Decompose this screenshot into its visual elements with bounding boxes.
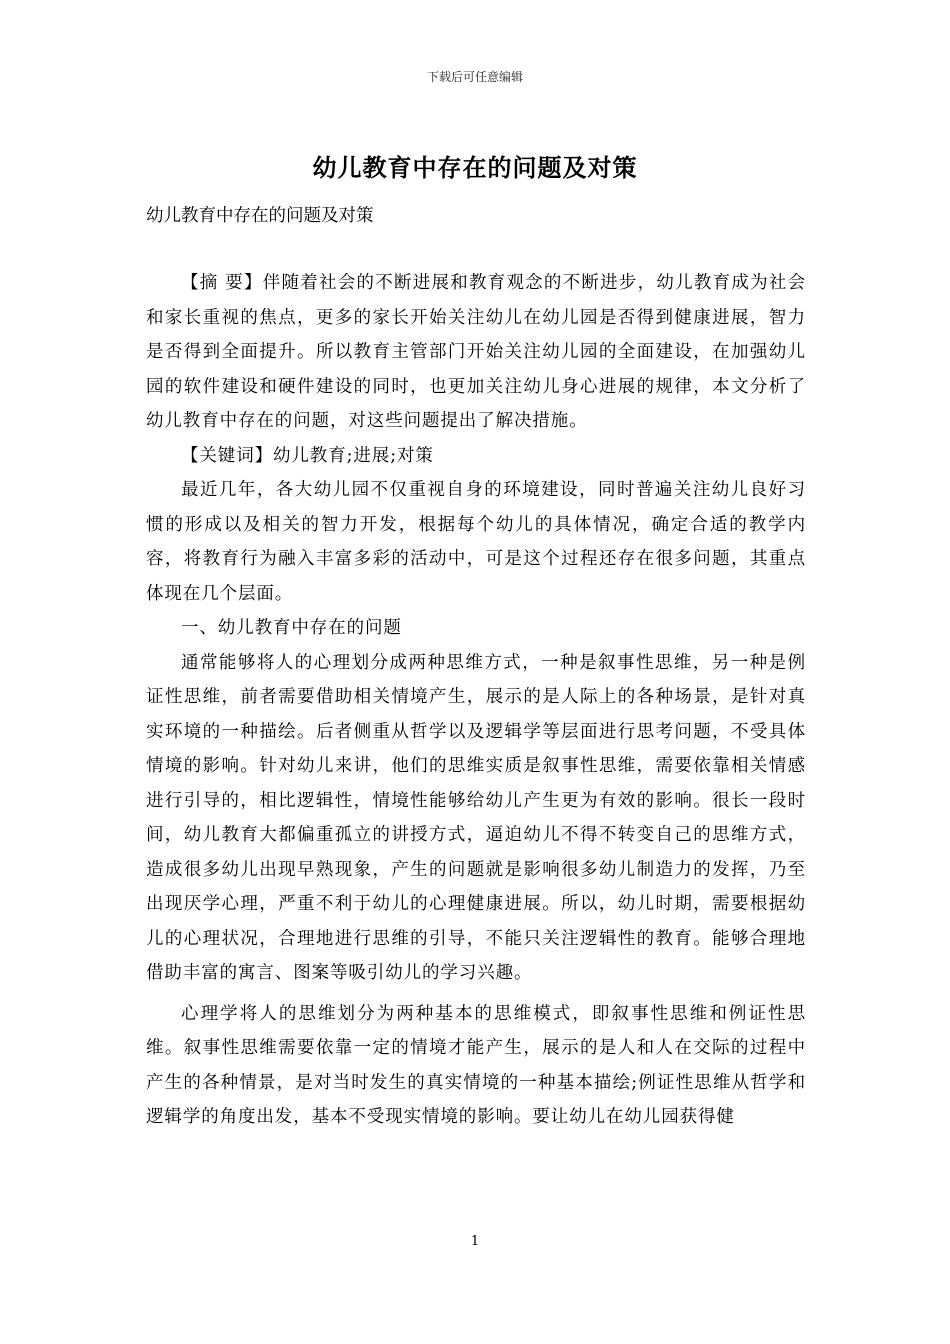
keywords-paragraph: 【关键词】幼儿教育;进展;对策 xyxy=(181,445,434,466)
body-paragraph: 心理学将人的思维划分为两种基本的思维模式，即叙事性思维和例证性思维。叙事性思维需要依靠一定的情境才能产生，展示的是人和人在交际的过程中产生的各种情景，是对当时发生的真实情境的一种基本描绘;例证性思维从哲学和逻辑学的角度出发，基本不受现实情境的影响。要让幼儿在幼儿园获得健 xyxy=(146,1003,806,1127)
document-subtitle: 幼儿教育中存在的问题及对策 xyxy=(146,206,374,226)
header-note: 下载后可任意编辑 xyxy=(426,70,523,84)
intro-paragraph: 最近几年，各大幼儿园不仅重视自身的环境建设，同时普遍关注幼儿良好习惯的形成以及相关的智力开发，根据每个幼儿的具体情况，确定合适的教学内容，将教育行为融入丰富多彩的活动中，可是这个过程还存在很多问题，其重点体现在几个层面。 xyxy=(146,480,806,604)
document-title: 幼儿教育中存在的问题及对策 xyxy=(312,153,638,182)
body-paragraph: 通常能够将人的心理划分成两种思维方式，一种是叙事性思维，另一种是例证性思维，前者需要借助相关情境产生，展示的是人际上的各种场景，是针对真实环境的一种描绘。后者侧重从哲学以及逻辑学等层面进行思考问题，不受具体情境的影响。针对幼儿来讲，他们的思维实质是叙事性思维，需要依靠相关情感进行引导的，相比逻辑性，情境性能够给幼儿产生更为有效的影响。很长一段时间，幼儿教育大都偏重孤立的讲授方式，逼迫幼儿不得不转变自己的思维方式，造成很多幼儿出现早熟现象，产生的问题就是影响很多幼儿制造力的发挥，乃至出现厌学心理，严重不利于幼儿的心理健康进展。所以，幼儿时期，需要根据幼儿的心理状况，合理地进行思维的引导，不能只关注逻辑性的教育。能够合理地借助丰富的寓言、图案等吸引幼儿的学习兴趣。 xyxy=(146,652,806,983)
abstract-paragraph: 【摘 要】伴随着社会的不断进展和教育观念的不断进步，幼儿教育成为社会和家长重视的焦点，更多的家长开始关注幼儿在幼儿园是否得到健康进展，智力是否得到全面提升。所以教育主管部门开始关注幼儿园的全面建设，在加强幼儿园的软件建设和硬件建设的同时，也更加关注幼儿身心进展的规律，本文分析了幼儿教育中存在的问题，对这些问题提出了解决措施。 xyxy=(146,273,806,431)
document-body xyxy=(146,266,806,1135)
section-heading: 一、幼儿教育中存在的问题 xyxy=(181,618,402,638)
page-number: 1 xyxy=(470,1234,480,1249)
